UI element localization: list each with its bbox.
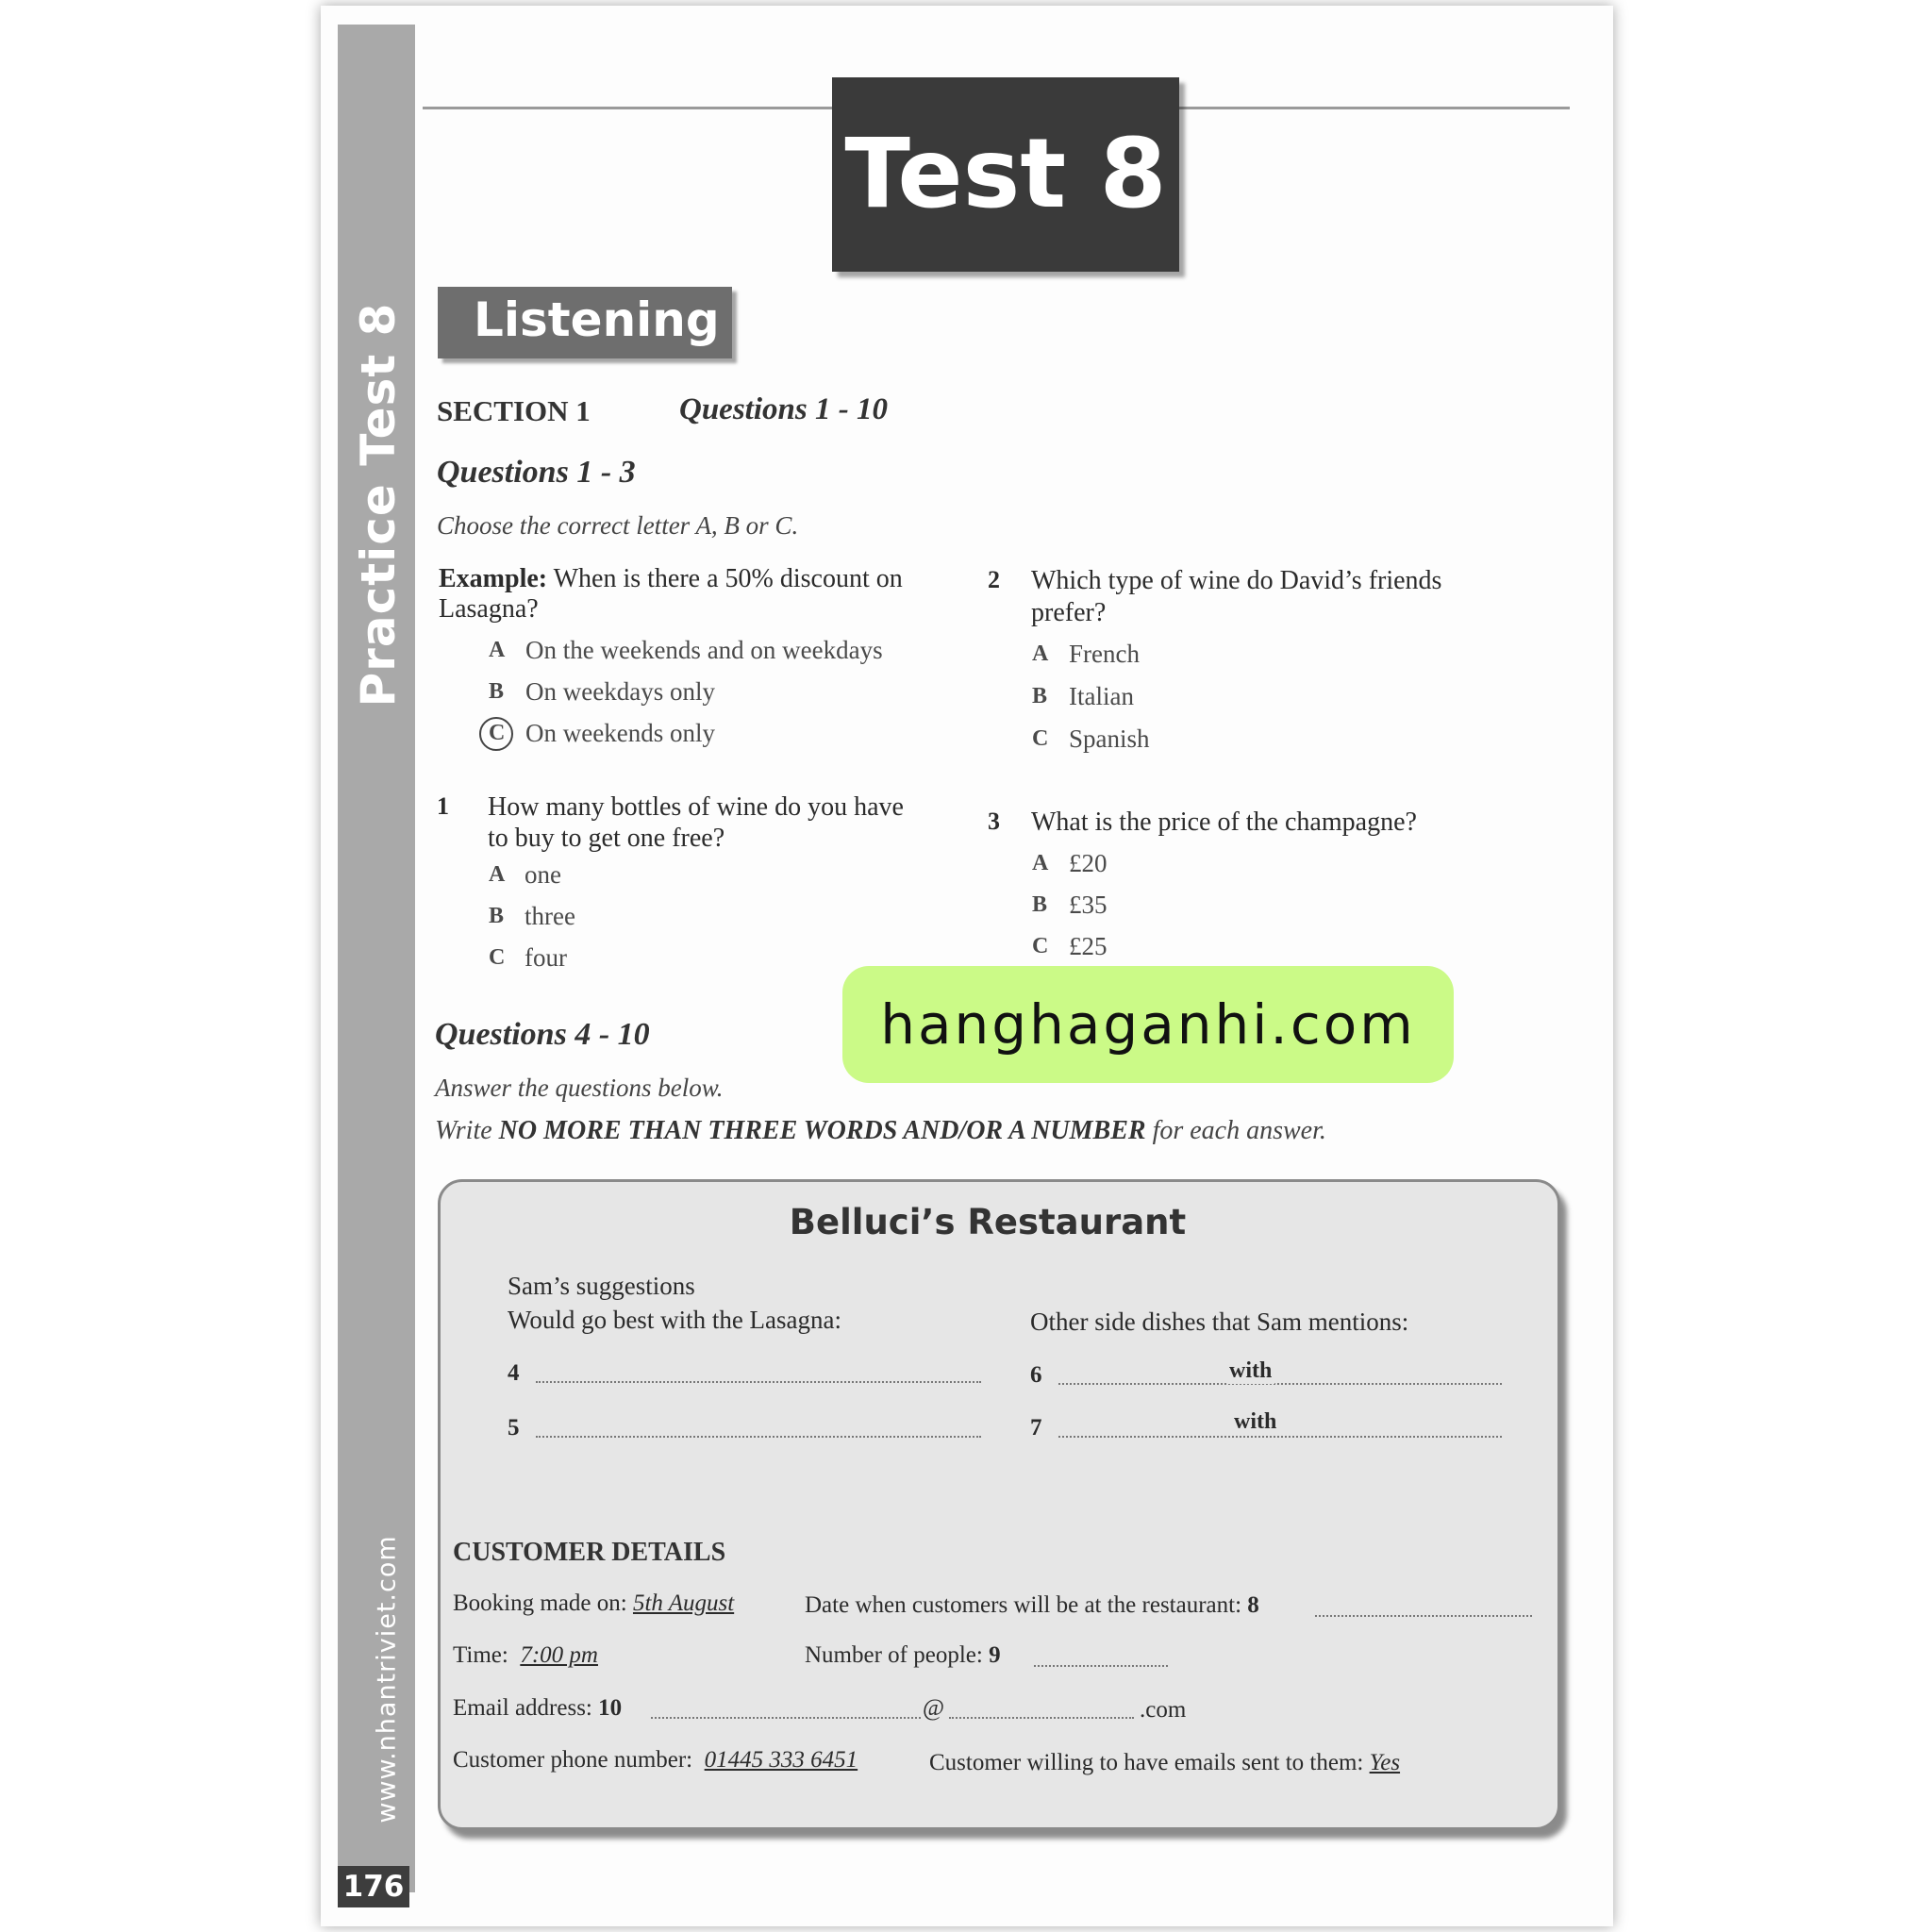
part2-instruction: Answer the questions below. <box>435 1074 724 1102</box>
people-label: Number of people: <box>805 1642 983 1668</box>
q4-number: 4 <box>508 1360 520 1386</box>
part1-heading: Questions 1 - 3 <box>437 455 636 490</box>
example-option-c-letter: C <box>489 721 506 745</box>
time-row <box>453 1642 598 1669</box>
lasagna-label: Would go best with the Lasagna: <box>508 1306 842 1334</box>
q9-answer-line[interactable] <box>1034 1665 1168 1667</box>
phone-value: 01445 333 6451 <box>704 1747 858 1773</box>
q2-line2: prefer? <box>1031 598 1107 627</box>
emails-label: Customer willing to have emails sent to them: <box>929 1750 1364 1775</box>
q2-option-c-letter: C <box>1032 726 1049 751</box>
suggestions-label: Sam’s suggestions <box>508 1272 695 1300</box>
q3-option-a-letter: A <box>1032 851 1049 875</box>
email-label: Email address: <box>453 1695 592 1721</box>
booking-label: Booking made on: <box>453 1591 627 1616</box>
q5-answer-line[interactable] <box>536 1436 981 1438</box>
at-sign: @ <box>923 1695 945 1721</box>
q1-option-c: four <box>525 943 567 972</box>
emails-value: Yes <box>1369 1750 1401 1775</box>
time-value: 7:00 pm <box>520 1642 598 1668</box>
write-pre: Write <box>435 1116 492 1145</box>
example-option-a: On the weekends and on weekdays <box>525 636 883 664</box>
q3-option-a: £20 <box>1069 849 1108 877</box>
date-row <box>805 1592 1259 1619</box>
example-question <box>439 564 903 594</box>
watermark-badge: hanghaganhi.com <box>842 966 1454 1083</box>
q7-answer-line[interactable] <box>1058 1436 1502 1438</box>
q10-user-line[interactable] <box>651 1717 921 1719</box>
date-label: Date when customers will be at the restaurant: <box>805 1592 1242 1618</box>
part2-write-instruction <box>435 1116 1326 1146</box>
q2-option-c: Spanish <box>1069 724 1150 753</box>
q3-option-b: £35 <box>1069 891 1108 919</box>
q1-option-a: one <box>525 860 561 889</box>
q6-with-label: with <box>1226 1358 1274 1384</box>
q3-option-c: £25 <box>1069 932 1108 960</box>
q1-number: 1 <box>437 792 449 820</box>
email-row <box>453 1695 622 1722</box>
sidebar-url: www.nhantriviet.com <box>372 1535 402 1824</box>
q7-number: 7 <box>1030 1415 1042 1441</box>
q2-option-a: French <box>1069 640 1140 668</box>
example-line1: When is there a 50% discount on <box>553 564 903 593</box>
q3-line1: What is the price of the champagne? <box>1031 808 1417 837</box>
form-title: Belluci’s Restaurant <box>789 1202 1187 1242</box>
q6-answer-line[interactable] <box>1058 1383 1502 1385</box>
part2-heading: Questions 4 - 10 <box>435 1017 650 1052</box>
q8-number: 8 <box>1247 1592 1259 1618</box>
q1-line1: How many bottles of wine do you have <box>488 792 904 822</box>
section-questions-range: Questions 1 - 10 <box>679 392 888 426</box>
page-number: 176 <box>338 1866 409 1907</box>
people-row <box>805 1642 1001 1669</box>
q1-line2: to buy to get one free? <box>488 824 725 853</box>
test-title: Test 8 <box>832 77 1179 272</box>
q6-number: 6 <box>1030 1362 1042 1388</box>
sidebar-title: Practice Test 8 <box>351 302 406 708</box>
q2-line1: Which type of wine do David’s friends <box>1031 566 1442 595</box>
q4-answer-line[interactable] <box>536 1381 981 1383</box>
q5-number: 5 <box>508 1415 520 1441</box>
side-dishes-label: Other side dishes that Sam mentions: <box>1030 1307 1409 1336</box>
q2-option-b-letter: B <box>1032 684 1048 708</box>
q1-option-c-letter: C <box>489 945 506 970</box>
q3-option-b-letter: B <box>1032 892 1048 917</box>
q10-number: 10 <box>598 1695 623 1721</box>
write-limit: NO MORE THAN THREE WORDS AND/OR A NUMBER <box>498 1116 1146 1145</box>
example-option-b: On weekdays only <box>525 677 715 706</box>
dot-com: .com <box>1140 1697 1187 1723</box>
section-label: SECTION 1 <box>437 394 591 427</box>
phone-label: Customer phone number: <box>453 1747 693 1773</box>
q8-answer-line[interactable] <box>1315 1615 1532 1617</box>
q1-option-a-letter: A <box>489 862 506 887</box>
q9-number: 9 <box>989 1642 1001 1668</box>
example-line2: Lasagna? <box>439 594 539 624</box>
q1-option-b: three <box>525 902 575 930</box>
q3-number: 3 <box>988 808 1000 835</box>
emails-row <box>929 1750 1400 1776</box>
example-label: Example: <box>439 564 548 593</box>
q2-option-a-letter: A <box>1032 641 1049 666</box>
q3-option-c-letter: C <box>1032 934 1049 958</box>
booking-value: 5th August <box>632 1591 735 1616</box>
customer-details-heading: CUSTOMER DETAILS <box>453 1538 726 1567</box>
q7-with-label: with <box>1231 1409 1279 1435</box>
booking-row <box>453 1591 734 1617</box>
write-post: for each answer. <box>1152 1116 1326 1145</box>
q2-option-b: Italian <box>1069 682 1134 710</box>
q1-option-b-letter: B <box>489 904 505 928</box>
phone-row <box>453 1747 858 1774</box>
example-option-a-letter: A <box>489 638 506 662</box>
example-option-b-letter: B <box>489 679 505 704</box>
example-option-c: On weekends only <box>525 719 715 747</box>
part1-instruction: Choose the correct letter A, B or C. <box>437 511 799 540</box>
module-label: Listening <box>438 287 732 358</box>
q2-number: 2 <box>988 566 1000 593</box>
q10-domain-line[interactable] <box>949 1717 1134 1719</box>
time-label: Time: <box>453 1642 508 1668</box>
